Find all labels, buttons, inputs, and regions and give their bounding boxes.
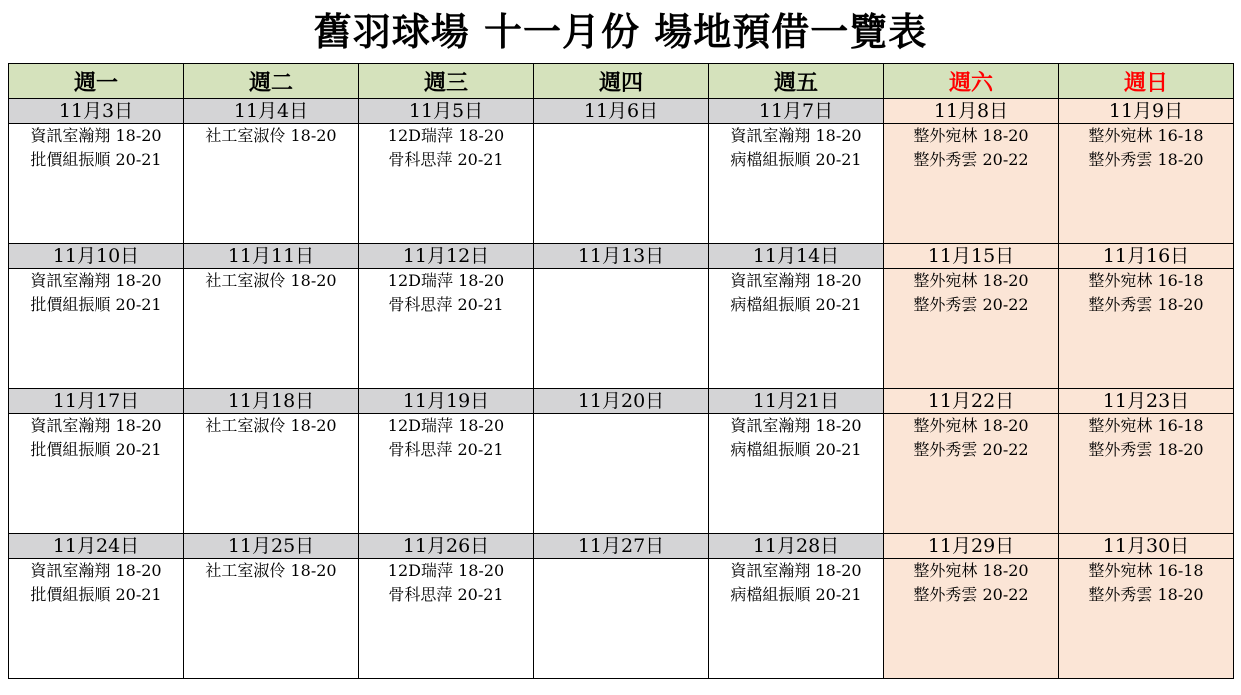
weekday-header-sun: 週日 [1059,64,1234,99]
date-cell: 11月29日 [884,534,1059,559]
booking-row [9,269,1234,389]
booking-entry: 整外秀雲 20-22 [913,295,1029,314]
date-cell: 11月12日 [359,244,534,269]
booking-entry: 整外宛林 16-18 [1088,416,1204,435]
booking-entry: 整外秀雲 18-20 [1088,295,1204,314]
booking-entry: 整外宛林 18-20 [913,561,1029,580]
booking-entry: 骨科思萍 20-21 [388,295,504,314]
booking-cell [9,559,184,679]
booking-entry: 整外秀雲 20-22 [913,440,1029,459]
booking-cell [884,559,1059,679]
booking-row [9,414,1234,534]
weekday-header-wed: 週三 [359,64,534,99]
date-cell: 11月26日 [359,534,534,559]
booking-entry: 病檔組振順 20-21 [730,440,862,459]
date-cell: 11月15日 [884,244,1059,269]
weekday-header-fri: 週五 [709,64,884,99]
booking-cell [709,124,884,244]
weekday-header-thu: 週四 [534,64,709,99]
booking-entry: 批價組振順 20-21 [30,150,162,169]
weekday-header-mon: 週一 [9,64,184,99]
booking-cell [534,124,709,244]
weekday-header-tue: 週二 [184,64,359,99]
booking-cell [1059,124,1234,244]
date-cell: 11月9日 [1059,99,1234,124]
booking-calendar [8,63,1234,679]
booking-entry: 資訊室瀚翔 18-20 [30,416,162,435]
booking-entry: 批價組振順 20-21 [30,295,162,314]
booking-entry: 資訊室瀚翔 18-20 [730,561,862,580]
booking-entry: 社工室淑伶 18-20 [205,271,337,290]
booking-entry: 資訊室瀚翔 18-20 [30,271,162,290]
booking-entry: 資訊室瀚翔 18-20 [30,561,162,580]
booking-entry: 整外宛林 16-18 [1088,271,1204,290]
date-cell: 11月20日 [534,389,709,414]
booking-entry: 病檔組振順 20-21 [730,295,862,314]
booking-cell [534,269,709,389]
date-cell: 11月25日 [184,534,359,559]
date-row [9,534,1234,559]
booking-entry: 12D瑞萍 18-20 [387,416,505,435]
booking-entry: 整外秀雲 18-20 [1088,440,1204,459]
date-row [9,99,1234,124]
booking-cell [359,124,534,244]
date-cell: 11月16日 [1059,244,1234,269]
date-cell: 11月7日 [709,99,884,124]
booking-row [9,559,1234,679]
booking-entry: 整外宛林 16-18 [1088,126,1204,145]
booking-entry: 資訊室瀚翔 18-20 [730,416,862,435]
booking-entry: 病檔組振順 20-21 [730,585,862,604]
booking-cell [884,414,1059,534]
page-title: 舊羽球場 十一月份 場地預借一覽表 [313,10,928,54]
date-cell: 11月22日 [884,389,1059,414]
booking-cell [184,269,359,389]
date-cell: 11月3日 [9,99,184,124]
booking-entry: 12D瑞萍 18-20 [387,126,505,145]
booking-entry: 整外宛林 18-20 [913,271,1029,290]
booking-entry: 骨科思萍 20-21 [388,440,504,459]
booking-entry: 骨科思萍 20-21 [388,585,504,604]
date-cell: 11月27日 [534,534,709,559]
booking-cell [184,124,359,244]
date-cell: 11月18日 [184,389,359,414]
date-cell: 11月21日 [709,389,884,414]
booking-entry: 整外宛林 18-20 [913,126,1029,145]
booking-cell [9,269,184,389]
date-cell: 11月4日 [184,99,359,124]
booking-cell [709,414,884,534]
booking-entry: 社工室淑伶 18-20 [205,416,337,435]
date-cell: 11月10日 [9,244,184,269]
date-cell: 11月24日 [9,534,184,559]
booking-cell [184,559,359,679]
booking-cell [359,559,534,679]
booking-cell [1059,269,1234,389]
booking-entry: 批價組振順 20-21 [30,585,162,604]
date-cell: 11月13日 [534,244,709,269]
booking-cell [184,414,359,534]
date-cell: 11月8日 [884,99,1059,124]
booking-entry: 病檔組振順 20-21 [730,150,862,169]
booking-entry: 整外宛林 16-18 [1088,561,1204,580]
booking-cell [9,414,184,534]
date-cell: 11月5日 [359,99,534,124]
date-cell: 11月6日 [534,99,709,124]
booking-cell [9,124,184,244]
booking-cell [709,269,884,389]
date-cell: 11月30日 [1059,534,1234,559]
booking-entry: 整外秀雲 18-20 [1088,585,1204,604]
booking-cell [1059,559,1234,679]
booking-entry: 資訊室瀚翔 18-20 [30,126,162,145]
booking-entry: 資訊室瀚翔 18-20 [730,271,862,290]
booking-cell [359,414,534,534]
booking-cell [1059,414,1234,534]
booking-entry: 整外秀雲 20-22 [913,585,1029,604]
calendar-body [9,99,1234,679]
booking-entry: 12D瑞萍 18-20 [387,271,505,290]
booking-entry: 12D瑞萍 18-20 [387,561,505,580]
date-cell: 11月28日 [709,534,884,559]
booking-entry: 骨科思萍 20-21 [388,150,504,169]
date-cell: 11月23日 [1059,389,1234,414]
booking-cell [359,269,534,389]
booking-entry: 資訊室瀚翔 18-20 [730,126,862,145]
date-row [9,244,1234,269]
date-cell: 11月19日 [359,389,534,414]
booking-cell [534,559,709,679]
booking-cell [884,269,1059,389]
booking-entry: 整外秀雲 20-22 [913,150,1029,169]
booking-entry: 整外秀雲 18-20 [1088,150,1204,169]
date-cell: 11月14日 [709,244,884,269]
booking-entry: 整外宛林 18-20 [913,416,1029,435]
booking-entry: 批價組振順 20-21 [30,440,162,459]
date-cell: 11月17日 [9,389,184,414]
booking-cell [709,559,884,679]
booking-entry: 社工室淑伶 18-20 [205,561,337,580]
booking-cell [884,124,1059,244]
booking-entry: 社工室淑伶 18-20 [205,126,337,145]
date-cell: 11月11日 [184,244,359,269]
booking-cell [534,414,709,534]
booking-row [9,124,1234,244]
date-row [9,389,1234,414]
weekday-header-row [9,64,1234,99]
weekday-header-sat: 週六 [884,64,1059,99]
